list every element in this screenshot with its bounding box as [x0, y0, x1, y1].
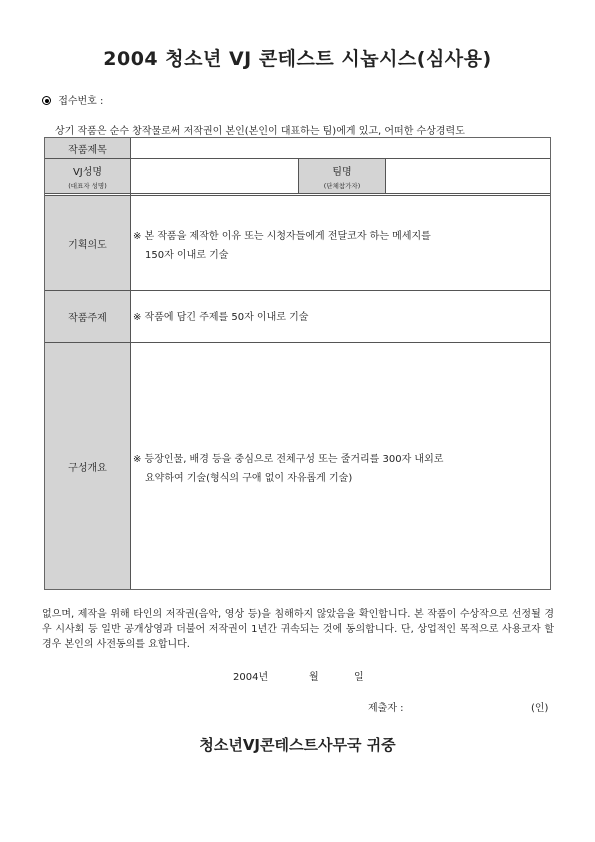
theme-label: 작품주제 [68, 313, 107, 324]
vj-name-label-cell [45, 159, 130, 193]
seal-mark: (인) [531, 703, 549, 714]
title-label: 작품제목 [68, 144, 107, 156]
outline-note-line2: 요약하여 기술(형식의 구애 없이 자유롭게 기술) [145, 473, 353, 484]
intro-text: 상기 작품은 순수 창작물로써 저작권이 본인(본인이 대표하는 팀)에게 있고, 어떠한 수상경력도 [55, 126, 465, 137]
column-divider [385, 158, 386, 193]
team-label: 팀명 [332, 166, 352, 178]
outline-note-line1: ※ 등장인물, 배경 등을 중심으로 전체구성 또는 줄거리를 300자 내외로 [133, 454, 444, 465]
outline-field[interactable] [131, 343, 550, 589]
title-label-cell [45, 138, 130, 158]
outline-label: 구성개요 [68, 462, 107, 474]
planning-label: 기획의도 [68, 239, 107, 251]
row-divider [45, 195, 550, 196]
receipt-number-row [42, 92, 103, 107]
planning-field[interactable] [131, 196, 550, 290]
document-title: 2004 청소년 VJ 콘테스트 시놉시스(심사용) [103, 48, 492, 70]
theme-label-cell [45, 291, 130, 342]
team-label-cell [299, 159, 385, 193]
radio-bullet-icon [42, 96, 51, 105]
planning-label-cell [45, 196, 130, 290]
row-divider [45, 342, 550, 343]
team-name-field[interactable] [386, 159, 550, 193]
consent-statement: 없으며, 제작을 위해 타인의 저작권(음악, 영상 등)을 침해하지 않았음을 확인합니다. 본 작품이 수상작으로 선정될 경우 시사회 등 일반 공개상영과 더불어 저작권이 1년간 귀속되는 것에 동의합니다. 단, 상업적인 목적으로 사용코자 할 경우 본인의 사전동의를 요합니다. [42, 609, 554, 650]
receipt-number-label: 접수번호 : [58, 96, 104, 107]
column-divider [130, 138, 131, 589]
date-year: 2004년 [233, 672, 269, 683]
column-divider [298, 158, 299, 193]
date-month: 월 [309, 672, 319, 683]
planning-note-line2: 150자 이내로 기술 [145, 250, 229, 261]
theme-note: ※ 작품에 담긴 주제를 50자 이내로 기술 [133, 312, 309, 323]
vj-name-sublabel: (대표자 성명) [68, 181, 107, 190]
footer-recipient: 청소년VJ콘테스트사무국 귀중 [199, 736, 396, 754]
theme-field[interactable] [131, 291, 550, 342]
submitter-label: 제출자 : [368, 703, 404, 714]
vj-name-label: VJ성명 [72, 166, 103, 178]
synopsis-form-table [44, 137, 551, 590]
date-day: 일 [354, 672, 364, 683]
row-divider [45, 193, 550, 194]
row-divider [45, 290, 550, 291]
team-sublabel: (단체참가자) [323, 181, 361, 190]
outline-label-cell [45, 343, 130, 589]
title-field[interactable] [131, 138, 550, 158]
planning-note-line1: ※ 본 작품을 제작한 이유 또는 시청자들에게 전달코자 하는 메세지를 [133, 231, 431, 242]
vj-name-field[interactable] [131, 159, 298, 193]
